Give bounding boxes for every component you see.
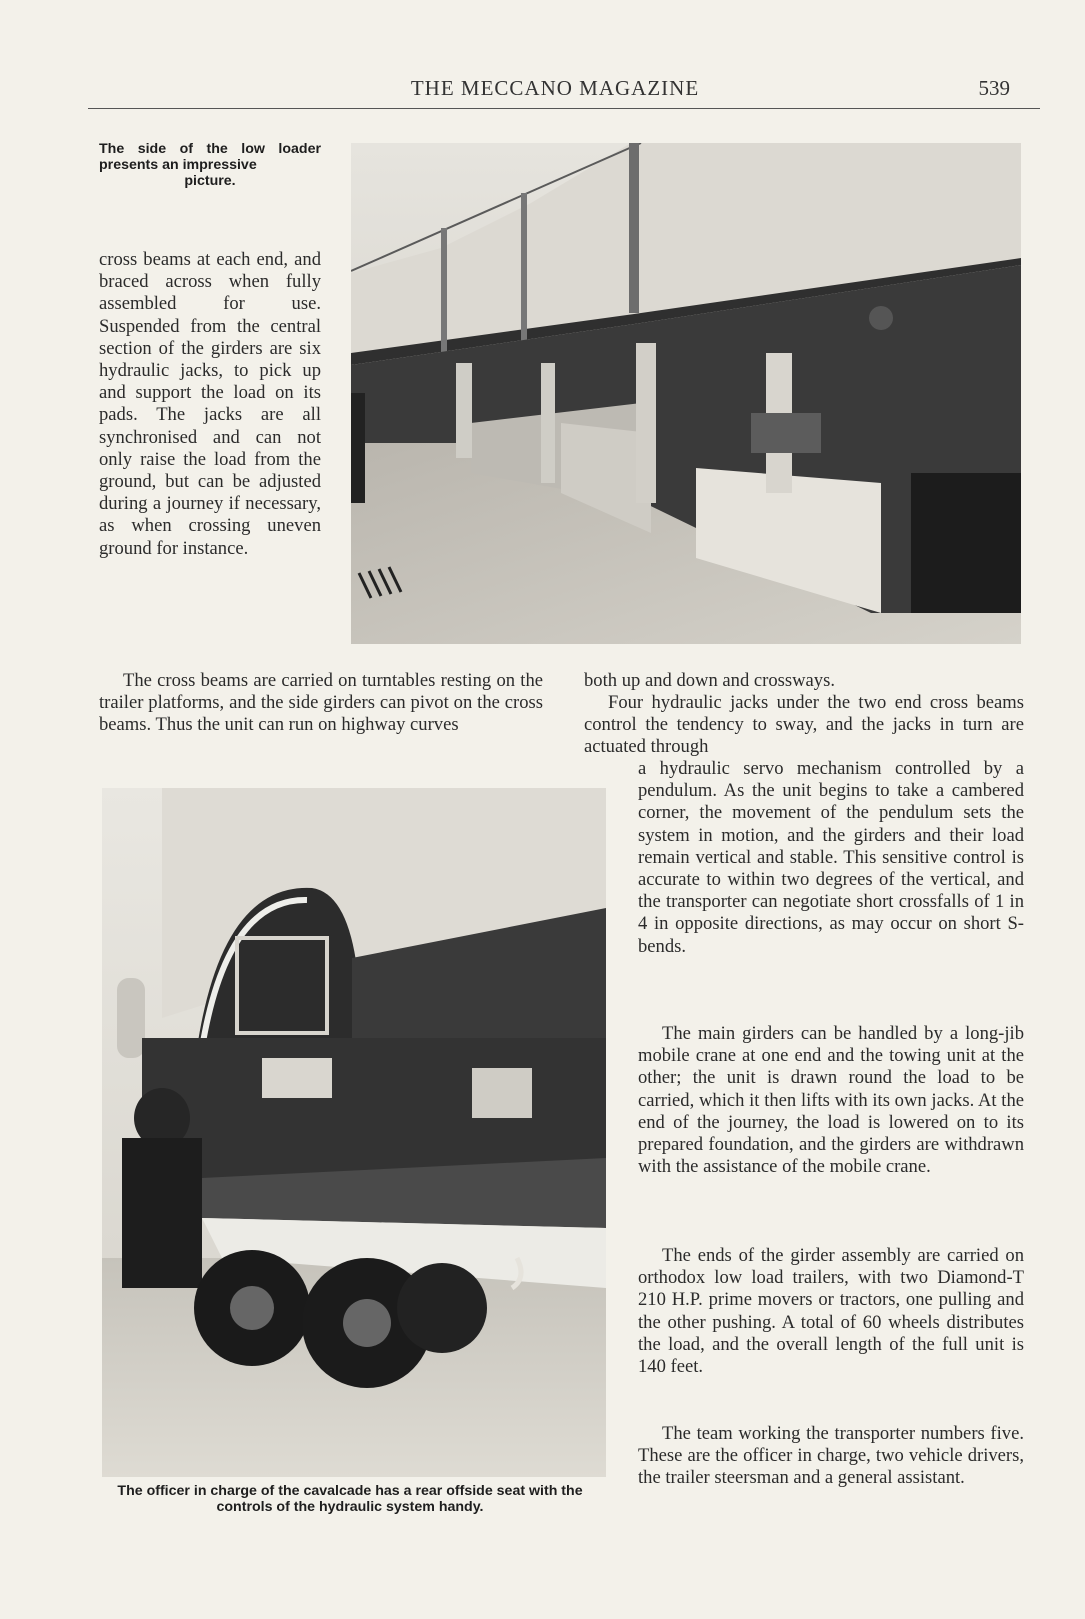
top-caption-line2: picture.: [184, 173, 236, 189]
top-caption-line1: The side of the low loader presents an impressive: [99, 141, 321, 173]
paragraph-4-continued: a hydraulic servo mechanism controlled by a pendulum. As the unit begins to take a cambered corner, the movement of the pendulum sets the system in motion, and the girders and their load remain vertical and stable. This sensitive control is accurate to within two degrees of the vertical, and the transporter can negotiate short crossfalls of 1 in 4 in opposite directions, as may occur on short S-bends.: [638, 758, 1024, 957]
magazine-title: THE MECCANO MAGAZINE: [410, 76, 700, 100]
photo-officer-rear-seat-icon: [102, 788, 606, 1477]
top-photo-caption: [99, 141, 321, 189]
paragraph-4-start: Four hydraulic jacks under the two end cross beams control the tendency to sway, and the jacks in turn are actuated through: [584, 692, 1024, 758]
low-loader-side-photo: [351, 143, 1021, 644]
paragraph-5: The main girders can be handled by a long-jib mobile crane at one end and the towing unit at the other; the unit is drawn round the load to be carried, which it then lifts with its own jacks. At the end of the journey, the load is lowered on to its prepared foundation, and the girders are withdrawn with the assistance of the mobile crane.: [638, 1023, 1024, 1178]
paragraph-3: both up and down and crossways.: [584, 670, 835, 691]
paragraph-7: The team working the transporter numbers five. These are the officer in charge, two vehicle drivers, the trailer steersman and a general assistant.: [638, 1423, 1024, 1489]
page-number: 539: [978, 76, 1010, 100]
bottom-photo-caption: The officer in charge of the cavalcade has a rear offside seat with the controls of the hydraulic system handy.: [117, 1483, 583, 1515]
paragraph-2: The cross beams are carried on turntables resting on the trailer platforms, and the side girders can pivot on the cross beams. Thus the unit can run on highway curves: [99, 670, 543, 736]
paragraph-6: The ends of the girder assembly are carried on orthodox low load trailers, with two Diamond-T 210 H.P. prime movers or tractors, one pulling and the other pushing. A total of 60 wheels distributes the load, and the overall length of the full unit is 140 feet.: [638, 1245, 1024, 1378]
photo-low-loader-side-icon: [351, 143, 1021, 644]
paragraph-1: cross beams at each end, and braced across when fully assembled for use. Suspended from the central section of the girders are six hydraulic jacks, to pick up and support the load on its pads. The jacks are all synchronised and can not only raise the load from the ground, but can be adjusted during a journey if necessary, as when crossing uneven ground for instance.: [99, 249, 321, 559]
officer-rear-seat-photo: [102, 788, 606, 1477]
header-rule: [88, 108, 1040, 109]
